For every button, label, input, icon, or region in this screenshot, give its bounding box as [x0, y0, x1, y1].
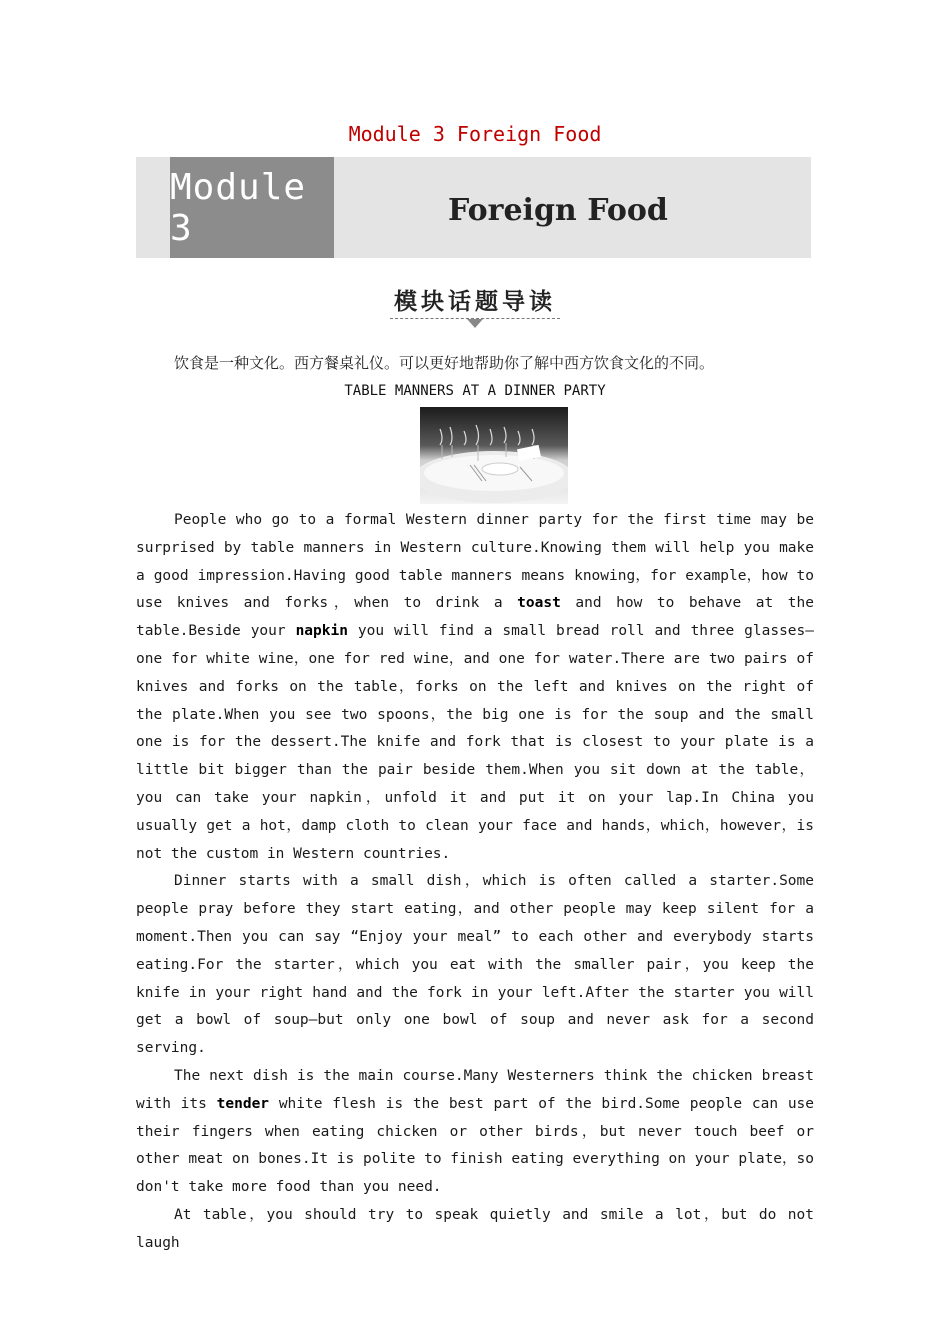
- module-label-box: [170, 157, 334, 258]
- paragraph-2: [136, 868, 814, 1063]
- document-title: Module 3 Foreign Food: [348, 122, 602, 146]
- article-body: [136, 507, 814, 1258]
- dinner-table-illustration: [420, 407, 568, 504]
- paragraph-text: you will find a small bread roll and three glasses—one for white wine，one for red wine，and one for water.There are two pairs of knives and forks on the table，forks on the left and knives on the right of the plate.When you see two spoons，the big one is for the soup and the small one is for the dessert.The knife and fork that is closest to your plate is a little bit bigger than the pair beside them.When you sit down at the table，you can take your napkin，unfold it and put it on your lap.In China you usually get a hot，damp cloth to clean your face and hands，which，however，is not the custom in Western countries.: [136, 623, 814, 862]
- paragraph-text: At table，you should try to speak quietly and smile a lot，but do not laugh: [136, 1206, 814, 1251]
- article-title: TABLE MANNERS AT A DINNER PARTY: [344, 383, 606, 399]
- down-arrow-icon: [467, 319, 483, 328]
- paragraph-text: and how to behave at the table.Beside your: [136, 595, 814, 640]
- vocab-word-napkin: napkin: [295, 623, 348, 640]
- vocab-word-tender: tender: [216, 1095, 270, 1112]
- dinner-table-photo: [420, 407, 568, 504]
- section-heading-container: [0, 283, 950, 319]
- banner-title: Foreign Food: [448, 193, 668, 228]
- module-label: Module 3: [170, 166, 307, 249]
- section-heading: [390, 283, 560, 319]
- paragraph-3: [136, 1063, 814, 1202]
- intro-text: 饮食是一种文化。西方餐桌礼仪。可以更好地帮助你了解中西方饮食文化的不同。: [174, 354, 715, 372]
- paragraph-4: [136, 1202, 814, 1258]
- vocab-word-toast: toast: [517, 595, 561, 612]
- module-banner: [136, 157, 811, 258]
- section-heading-text: 模块话题导读: [394, 289, 556, 315]
- paragraph-text: white flesh is the best part of the bird.Some people can use their fingers when eating chicken or other birds，but never touch beef or other meat on bones.It is polite to finish eating everything on your plate，so don't take more food than you need.: [136, 1095, 815, 1196]
- paragraph-1: [136, 507, 814, 868]
- paragraph-text: The next dish is the main course.Many Westerners think the chicken breast with its: [136, 1067, 814, 1112]
- paragraph-text: People who go to a formal Western dinner party for the first time may be surprised by table manners in Western culture.Knowing them will help you make a good impression.Having good table manners means knowing，for example，how to use knives and forks，when to drink a: [136, 512, 814, 612]
- paragraph-text: Dinner starts with a small dish，which is often called a starter.Some people pray before they start eating，and other people may keep silent for a moment.Then you can say “Enjoy your meal” to each other and everybody starts eating.For the starter，which you eat with the smaller pair，you keep the knife in your right hand and the fork in your left.After the starter you will get a bowl of soup—but only one bowl of soup and never ask for a second serving.: [136, 873, 814, 1057]
